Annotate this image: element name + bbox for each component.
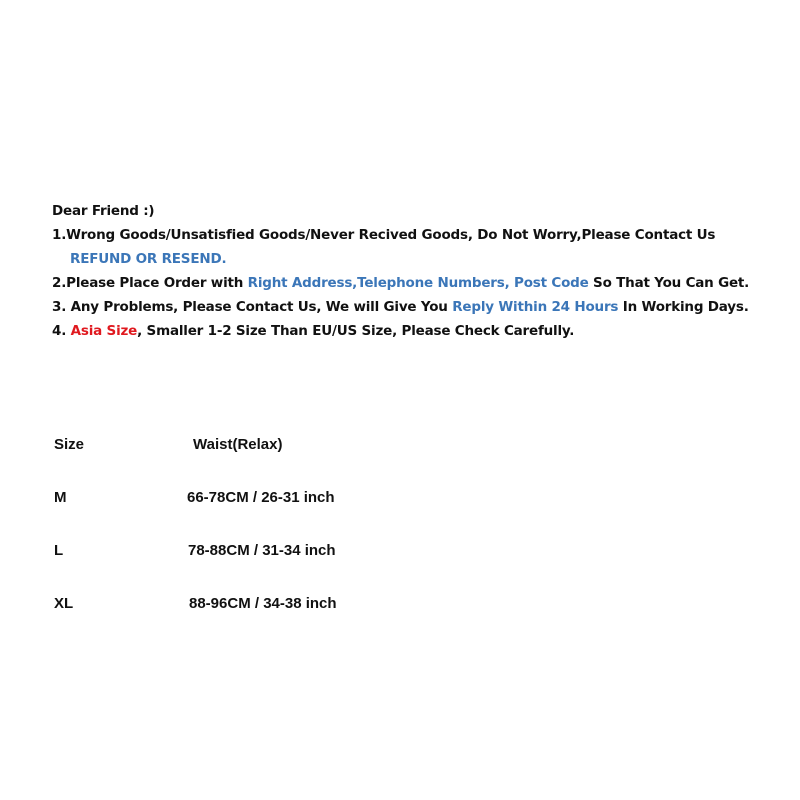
greeting-text: Dear Friend :) — [52, 203, 155, 219]
notice-line-1: 1.Wrong Goods/Unsatisfied Goods/Never Recived Goods, Do Not Worry,Please Contact Us — [52, 227, 716, 243]
refund-resend-highlight: REFUND OR RESEND. — [70, 251, 227, 267]
notice-line-3 — [52, 295, 792, 319]
size-cell: M — [54, 489, 67, 506]
notice-line-4-suffix: , Smaller 1-2 Size Than EU/US Size, Please Check Carefully. — [137, 323, 575, 339]
notice-block — [52, 199, 792, 343]
size-cell: L — [54, 542, 64, 559]
notice-line-4 — [52, 319, 792, 343]
waist-cell: 78-88CM / 31-34 inch — [188, 542, 336, 559]
notice-line-4-prefix: 4. — [52, 323, 71, 339]
reply-time-highlight: Reply Within 24 Hours — [452, 299, 619, 315]
header-size: Size — [54, 436, 85, 453]
notice-line-2 — [52, 271, 792, 295]
waist-cell: 88-96CM / 34-38 inch — [189, 595, 337, 612]
header-waist: Waist(Relax) — [193, 436, 283, 453]
notice-line-3-suffix: In Working Days. — [618, 299, 749, 315]
notice-line-2-prefix: 2.Please Place Order with — [52, 275, 248, 291]
notice-line-2-suffix: So That You Can Get. — [588, 275, 750, 291]
asia-size-highlight: Asia Size — [70, 323, 138, 339]
size-cell: XL — [54, 595, 74, 612]
notice-line-3-prefix: 3. Any Problems, Please Contact Us, We will Give You — [52, 299, 453, 315]
waist-cell: 66-78CM / 26-31 inch — [187, 489, 335, 506]
address-highlight: Right Address,Telephone Numbers, Post Code — [247, 275, 589, 291]
